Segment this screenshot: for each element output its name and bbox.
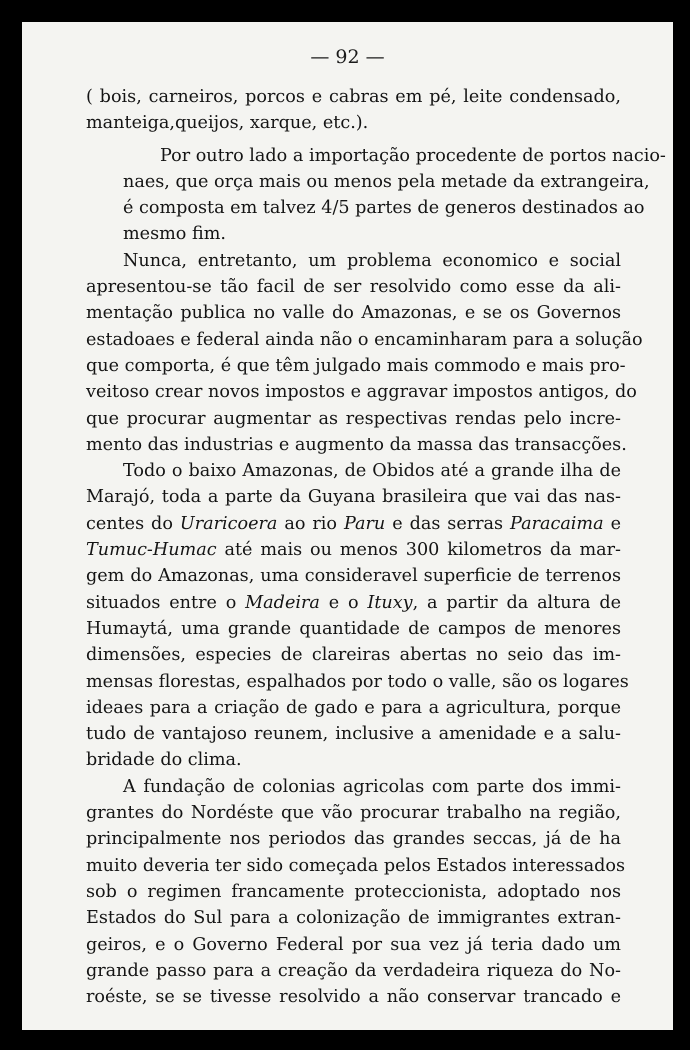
- italic-term: Ituxy: [367, 592, 413, 613]
- book-page: [22, 22, 673, 1030]
- text-line: geiros, e o Governo Federal por sua vez já teria dado um: [86, 934, 621, 955]
- italic-term: Paru: [343, 513, 386, 534]
- text-line: Tumuc-Humac até mais ou menos 300 kilometros da mar-: [86, 540, 621, 561]
- text-line: é composta em talvez 4/5 partes de generos destinados ao: [123, 198, 645, 219]
- text-line: principalmente nos periodos das grandes seccas, já de ha: [86, 829, 621, 850]
- text-line: manteiga,queijos, xarque, etc.).: [86, 113, 369, 134]
- text-line: Estados do Sul para a colonização de immigrantes extran-: [86, 908, 621, 929]
- italic-term: Paracaima: [510, 513, 604, 534]
- paragraph: [86, 458, 629, 774]
- italic-term: Madeira: [245, 592, 320, 613]
- text-line: Nunca, entretanto, um problema economico e social: [123, 250, 621, 271]
- text-line: A fundação de colonias agricolas com parte dos immi-: [123, 776, 621, 797]
- italic-term: Uraricoera: [179, 513, 278, 534]
- text-line: mento das industrias e augmento da massa das transacções.: [86, 434, 627, 455]
- paragraph: [86, 248, 643, 458]
- text-line: Humaytá, uma grande quantidade de campos de menores: [86, 618, 621, 639]
- text-line: naes, que orça mais ou menos pela metade da extrangeira,: [123, 171, 650, 192]
- text-line: Por outro lado a importação procedente de portos nacio-: [160, 145, 666, 166]
- text-line: dimensões, especies de clareiras abertas no seio das im-: [86, 645, 621, 666]
- text-line: bridade do clima.: [86, 750, 242, 771]
- text-line: mentação publica no valle do Amazonas, e se os Governos: [86, 303, 621, 324]
- text-line: que comporta, é que têm julgado mais commodo e mais pro-: [86, 355, 626, 376]
- page-number: — 92 —: [310, 46, 385, 68]
- text-line: estadoaes e federal ainda não o encaminharam para a solução: [86, 329, 643, 350]
- text-line: muito deveria ter sido começada pelos Estados interessados: [86, 855, 625, 876]
- text-line: tudo de vantajoso reunem, inclusive a amenidade e a salu-: [86, 724, 621, 745]
- italic-term: Tumuc-Humac: [86, 540, 217, 561]
- text-line: gem do Amazonas, uma consideravel superficie de terrenos: [86, 566, 621, 587]
- text-line: mesmo fim.: [123, 224, 227, 245]
- body-text: [86, 84, 666, 1010]
- paragraph: [86, 143, 666, 248]
- text-line: Marajó, toda a parte da Guyana brasileira que vai das nas-: [86, 487, 621, 508]
- text-line: roéste, se se tivesse resolvido a não conservar trancado e: [86, 987, 621, 1008]
- text-line: mensas florestas, espalhados por todo o valle, são os logares: [86, 671, 629, 692]
- paragraph: [86, 84, 621, 137]
- text-line: grande passo para a creação da verdadeira riqueza do No-: [86, 960, 621, 981]
- text-line: sob o regimen francamente proteccionista, adoptado nos: [86, 881, 621, 902]
- text-line: grantes do Nordéste que vão procurar trabalho na região,: [86, 803, 621, 824]
- text-line: ideaes para a criação de gado e para a agricultura, porque: [86, 697, 621, 718]
- text-line: situados entre o Madeira e o Ituxy, a partir da altura de: [86, 592, 621, 613]
- text-line: ( bois, carneiros, porcos e cabras em pé, leite condensado,: [86, 87, 621, 107]
- text-line: veitoso crear novos impostos e aggravar impostos antigos, do: [86, 382, 637, 403]
- text-line: que procurar augmentar as respectivas rendas pelo incre-: [86, 408, 621, 429]
- text-line: centes do Uraricoera ao rio Paru e das serras Paracaima e: [86, 513, 621, 534]
- text-line: apresentou-se tão facil de ser resolvido como esse da ali-: [86, 277, 621, 298]
- text-line: Todo o baixo Amazonas, de Obidos até a grande ilha de: [123, 461, 621, 482]
- paragraph: [86, 774, 625, 1011]
